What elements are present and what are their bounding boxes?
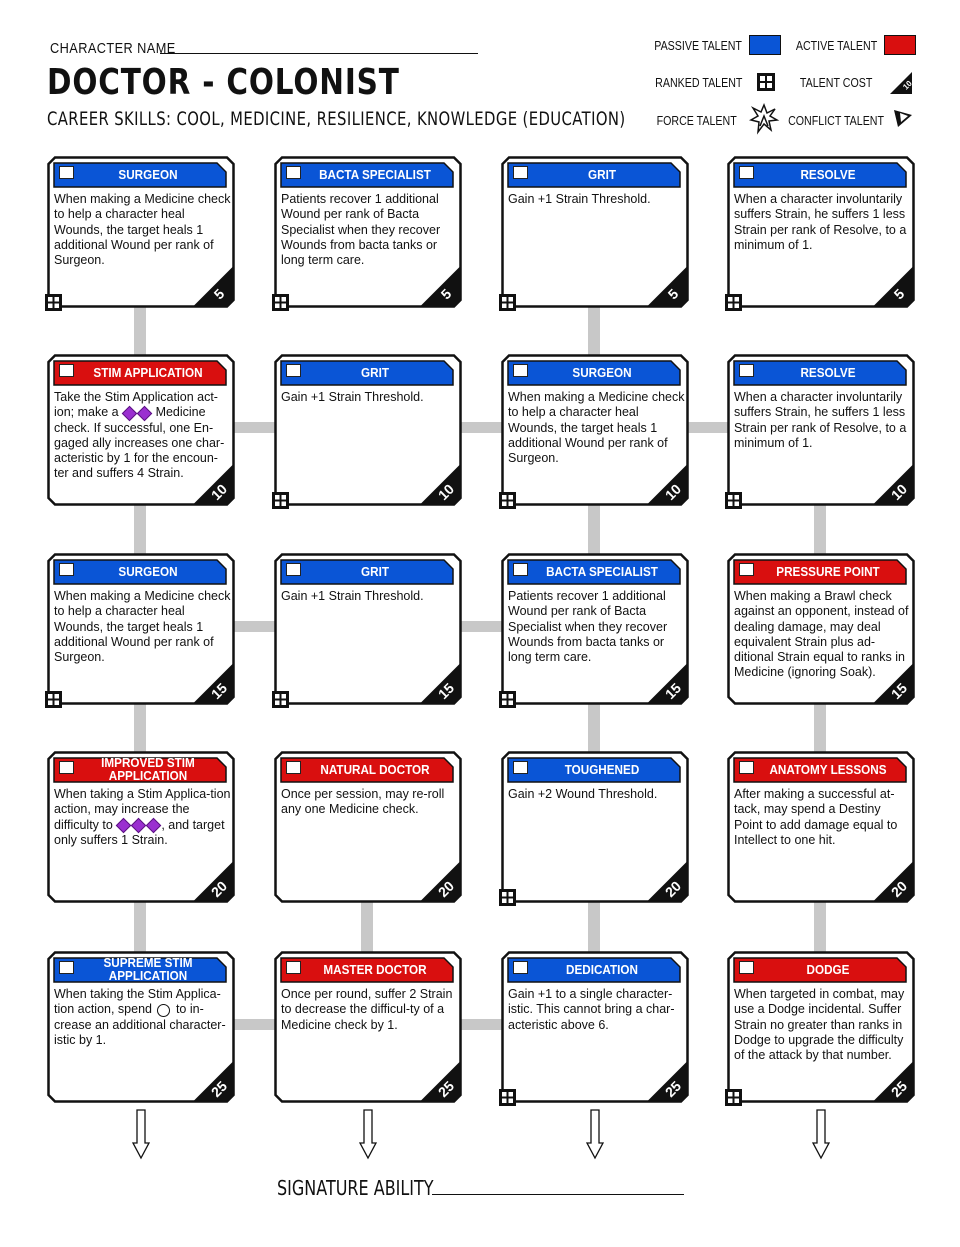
talent-name: BACTA SPECIALIST — [319, 166, 431, 182]
ranked-icon — [725, 294, 742, 311]
talent-description: Once per round, suffer 2 Strain to decrease the difficul-ty of a Medicine check by 1. — [281, 987, 453, 1032]
connector-horizontal — [460, 422, 503, 433]
talent-cost: 5 — [664, 285, 682, 303]
connector-vertical — [588, 504, 600, 555]
connector-horizontal — [460, 621, 503, 632]
ranked-icon — [499, 1089, 516, 1106]
talent-card[interactable] — [501, 553, 689, 705]
connector-vertical — [361, 901, 373, 953]
talent-card[interactable] — [47, 553, 235, 705]
talent-checkbox[interactable] — [514, 564, 527, 575]
talent-cost: 10 — [887, 480, 911, 504]
talent-checkbox[interactable] — [60, 962, 73, 973]
talent-name: NATURAL DOCTOR — [320, 761, 430, 777]
talent-cost: 20 — [207, 877, 231, 901]
talent-cost: 25 — [434, 1077, 458, 1101]
talent-cost: 20 — [887, 877, 911, 901]
talent-name: GRIT — [361, 563, 389, 579]
character-name-field[interactable] — [160, 53, 478, 54]
legend-passive-label: PASSIVE TALENT — [654, 38, 742, 53]
active-swatch — [884, 35, 916, 55]
talent-card[interactable] — [501, 354, 689, 506]
talent-cost: 10 — [434, 480, 458, 504]
talent-cost: 15 — [207, 679, 231, 703]
talent-name: TOUGHENED — [564, 761, 640, 777]
talent-banner — [280, 757, 452, 781]
talent-name: IMPROVED STIM APPLICATION — [101, 755, 195, 783]
talent-card[interactable] — [727, 354, 915, 506]
ranked-icon — [725, 1089, 742, 1106]
talent-description: Patients recover 1 additional Wound per rank of Bacta Specialist when they recover Wounds from bacta tanks or long term care. — [508, 589, 668, 665]
talent-banner — [53, 957, 225, 981]
ranked-icon — [499, 294, 516, 311]
connector-vertical — [814, 901, 826, 953]
connector-horizontal — [233, 1019, 276, 1030]
talent-description: When making a Medicine check to help a character heal Wounds, the target heals 1 additional Wound per rank of Surgeon. — [508, 390, 685, 466]
force-icon — [750, 104, 778, 134]
difficulty-die-icon — [137, 405, 153, 421]
talent-cost: 25 — [661, 1077, 685, 1101]
down-arrow-icon — [359, 1109, 377, 1159]
talent-cost: 15 — [434, 679, 458, 703]
talent-description: Gain +1 Strain Threshold. — [281, 589, 424, 603]
talent-card[interactable] — [501, 751, 689, 903]
talent-name: SURGEON — [572, 364, 632, 380]
ranked-icon — [757, 73, 775, 91]
talent-description: When a character involuntarily suffers Strain, he suffers 1 less Strain per rank of Resolve, to a minimum of 1. — [734, 192, 907, 252]
connector-vertical — [588, 703, 600, 753]
talent-card[interactable] — [274, 751, 462, 903]
talent-banner — [733, 360, 905, 384]
connector-vertical — [134, 306, 146, 356]
talent-checkbox[interactable] — [60, 167, 73, 178]
talent-cost: 5 — [890, 285, 908, 303]
connector-vertical — [588, 901, 600, 953]
talent-name: GRIT — [588, 166, 616, 182]
down-arrow-icon — [132, 1109, 150, 1159]
down-arrow-icon — [586, 1109, 604, 1159]
talent-banner — [507, 360, 679, 384]
talent-description: When targeted in combat, may use a Dodge incidental. Suffer Strain no greater than ranks in Dodge to upgrade the difficulty of the attack by that number. — [734, 987, 905, 1063]
talent-checkbox[interactable] — [740, 962, 753, 973]
talent-checkbox[interactable] — [60, 365, 73, 376]
talent-cost: 10 — [207, 480, 231, 504]
talent-banner — [53, 757, 225, 781]
talent-banner — [733, 162, 905, 186]
talent-card[interactable] — [727, 951, 915, 1103]
talent-checkbox[interactable] — [60, 762, 73, 773]
talent-checkbox[interactable] — [740, 564, 753, 575]
talent-cost: 25 — [207, 1077, 231, 1101]
talent-description: When taking a Stim Applica-tion action, may increase the difficulty to , and target only suffers 1 Strain. — [54, 787, 231, 847]
talent-name: RESOLVE — [800, 364, 856, 380]
talent-cost: 15 — [661, 679, 685, 703]
connector-horizontal — [233, 422, 276, 433]
talent-name: GRIT — [361, 364, 389, 380]
ranked-icon — [499, 889, 516, 906]
legend-force-label: FORCE TALENT — [656, 113, 737, 128]
ranked-icon — [272, 691, 289, 708]
connector-horizontal — [460, 1019, 503, 1030]
legend-ranked-label: RANKED TALENT — [654, 75, 742, 90]
talent-card[interactable] — [727, 553, 915, 705]
talent-card[interactable] — [47, 156, 235, 308]
talent-banner — [280, 162, 452, 186]
connector-vertical — [134, 504, 146, 555]
talent-checkbox[interactable] — [287, 167, 300, 178]
connector-horizontal — [687, 422, 729, 433]
talent-banner — [507, 162, 679, 186]
talent-description: After making a successful at-tack, may spend a Destiny Point to add damage equal to Intellect to one hit. — [734, 787, 898, 847]
talent-card[interactable] — [274, 553, 462, 705]
talent-banner — [733, 957, 905, 981]
force-pip-icon — [157, 1004, 170, 1017]
talent-banner — [507, 559, 679, 583]
talent-card[interactable] — [47, 951, 235, 1103]
career-skills: CAREER SKILLS: COOL, MEDICINE, RESILIENCE, KNOWLEDGE (EDUCATION) — [47, 108, 626, 130]
talent-description: Gain +2 Wound Threshold. — [508, 787, 658, 801]
connector-horizontal — [233, 621, 276, 632]
legend-conflict-label: CONFLICT TALENT — [788, 113, 884, 128]
talent-checkbox[interactable] — [287, 962, 300, 973]
talent-checkbox[interactable] — [514, 167, 527, 178]
talent-description: When making a Medicine check to help a character heal Wounds, the target heals 1 additional Wound per rank of Surgeon. — [54, 192, 231, 268]
ranked-icon — [499, 492, 516, 509]
talent-description: Gain +1 Strain Threshold. — [281, 390, 424, 404]
talent-card[interactable] — [274, 951, 462, 1103]
talent-checkbox[interactable] — [287, 762, 300, 773]
talent-description: Gain +1 to a single character-istic. This cannot bring a char-acteristic above 6. — [508, 987, 675, 1032]
ranked-icon — [499, 691, 516, 708]
talent-checkbox[interactable] — [740, 762, 753, 773]
talent-name: PRESSURE POINT — [776, 563, 880, 579]
character-name-label: CHARACTER NAME — [50, 40, 176, 57]
cost-sample: 10 — [901, 78, 914, 92]
talent-banner — [53, 360, 225, 384]
talent-card[interactable] — [47, 751, 235, 903]
talent-banner — [733, 757, 905, 781]
talent-cost: 20 — [434, 877, 458, 901]
talent-card[interactable] — [274, 354, 462, 506]
talent-description: Patients recover 1 additional Wound per rank of Bacta Specialist when they recover Wounds from bacta tanks or long term care. — [281, 192, 441, 268]
ranked-icon — [725, 492, 742, 509]
talent-cost: 15 — [887, 679, 911, 703]
talent-card[interactable] — [727, 751, 915, 903]
talent-banner — [733, 559, 905, 583]
connector-vertical — [588, 306, 600, 356]
ranked-icon — [272, 492, 289, 509]
talent-banner — [53, 162, 225, 186]
talent-description: When making a Brawl check against an opponent, instead of dealing damage, may deal equivalent Strain plus ad-ditional Strain equal to ranks in Medicine (ignoring Soak). — [734, 589, 909, 680]
talent-card[interactable] — [727, 156, 915, 308]
legend-cost-label: TALENT COST — [799, 75, 872, 90]
talent-card[interactable] — [274, 156, 462, 308]
talent-checkbox[interactable] — [60, 564, 73, 575]
talent-name: RESOLVE — [800, 166, 856, 182]
talent-description: Take the Stim Application act-ion; make a Medicine check. If successful, one En-gaged ally increases one char-acteristic by 1 for the encoun-ter and suffers 4 Strain. — [54, 390, 225, 481]
talent-description: When taking the Stim Applica-tion action, spend to in-crease an additional character-istic by 1. — [54, 987, 226, 1047]
difficulty-die-icon — [146, 818, 162, 834]
talent-cost: 25 — [887, 1077, 911, 1101]
talent-cost: 5 — [210, 285, 228, 303]
ranked-icon — [45, 294, 62, 311]
talent-checkbox[interactable] — [514, 365, 527, 376]
down-arrow-icon — [812, 1109, 830, 1159]
talent-description: When a character involuntarily suffers Strain, he suffers 1 less Strain per rank of Resolve, to a minimum of 1. — [734, 390, 907, 450]
talent-checkbox[interactable] — [287, 365, 300, 376]
connector-vertical — [134, 703, 146, 753]
talent-cost: 5 — [437, 285, 455, 303]
talent-name: ANATOMY LESSONS — [769, 761, 887, 777]
talent-card[interactable] — [501, 156, 689, 308]
ranked-icon — [45, 691, 62, 708]
cost-icon — [890, 72, 912, 94]
talent-name: SUPREME STIM APPLICATION — [103, 955, 193, 983]
talent-name: STIM APPLICATION — [93, 364, 203, 380]
talent-name: MASTER DOCTOR — [323, 961, 427, 977]
talent-cost: 10 — [661, 480, 685, 504]
talent-banner — [280, 559, 452, 583]
talent-banner — [507, 957, 679, 981]
talent-name: DEDICATION — [566, 961, 638, 977]
talent-card[interactable] — [501, 951, 689, 1103]
connector-vertical — [814, 504, 826, 555]
talent-checkbox[interactable] — [514, 962, 527, 973]
talent-description: Gain +1 Strain Threshold. — [508, 192, 651, 206]
passive-swatch — [749, 35, 781, 55]
talent-checkbox[interactable] — [514, 762, 527, 773]
talent-checkbox[interactable] — [287, 564, 300, 575]
talent-name: BACTA SPECIALIST — [546, 563, 658, 579]
talent-checkbox[interactable] — [740, 365, 753, 376]
talent-checkbox[interactable] — [740, 167, 753, 178]
legend-active-label: ACTIVE TALENT — [795, 38, 877, 53]
talent-description: When making a Medicine check to help a character heal Wounds, the target heals 1 additional Wound per rank of Surgeon. — [54, 589, 231, 665]
ranked-icon — [272, 294, 289, 311]
talent-banner — [280, 360, 452, 384]
signature-ability-label: SIGNATURE ABILITY — [277, 1176, 434, 1200]
page-title: DOCTOR - COLONIST — [47, 62, 400, 103]
talent-name: SURGEON — [118, 166, 178, 182]
difficulty-die-icon — [131, 818, 147, 834]
talent-card[interactable] — [47, 354, 235, 506]
connector-vertical — [134, 901, 146, 953]
difficulty-die-icon — [122, 405, 138, 421]
talent-banner — [507, 757, 679, 781]
talent-banner — [53, 559, 225, 583]
talent-description: Once per session, may re-roll any one Medicine check. — [281, 787, 445, 817]
connector-vertical — [814, 703, 826, 753]
signature-ability-field[interactable] — [432, 1194, 684, 1195]
talent-name: DODGE — [806, 961, 850, 977]
talent-banner — [280, 957, 452, 981]
talent-cost: 20 — [661, 877, 685, 901]
difficulty-die-icon — [116, 818, 132, 834]
talent-name: SURGEON — [118, 563, 178, 579]
conflict-icon — [892, 107, 914, 129]
